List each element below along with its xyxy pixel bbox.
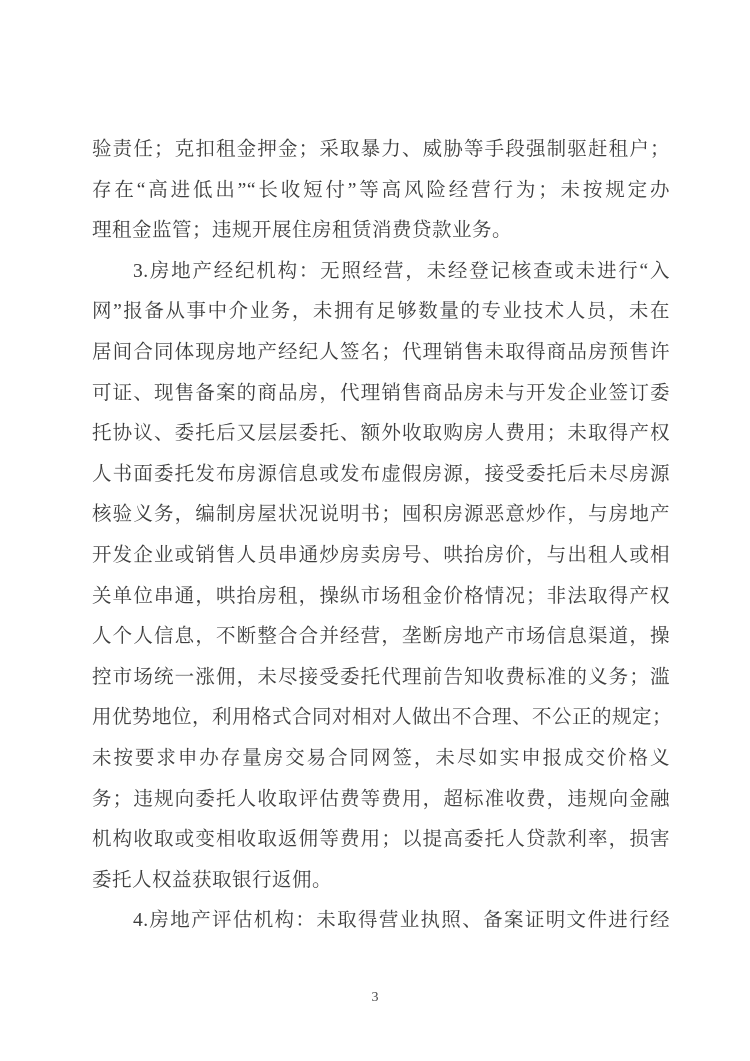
- text-line: 核验义务，编制房屋状况说明书；囤积房源恶意炒作，与房地产: [92, 504, 670, 526]
- text-line: 务；违规向委托人收取评估费等费用，超标准收费，违规向金融: [92, 788, 670, 810]
- text-line: 未按要求申办存量房交易合同网签，未尽如实申报成交价格义: [92, 747, 670, 769]
- text-line: 委托人权益获取银行返佣。: [92, 869, 333, 891]
- text-line: 用优势地位，利用格式合同对相对人做出不合理、不公正的规定；: [92, 707, 673, 729]
- body-text: [92, 130, 673, 942]
- text-line: 验责任；克扣租金押金；采取暴力、威胁等手段强制驱赶租户；: [92, 139, 670, 160]
- text-line: 存在“高进低出”“长收短付”等高风险经营行为；未按规定办: [92, 179, 670, 201]
- text-line: 网”报备从事中介业务，未拥有足够数量的专业技术人员，未在: [92, 301, 670, 323]
- text-line: 可证、现售备案的商品房，代理销售商品房未与开发企业签订委: [92, 382, 670, 404]
- page-number: 3: [371, 990, 379, 1005]
- text-line: 开发企业或销售人员串通炒房卖房号、哄抬房价，与出租人或相: [92, 544, 670, 566]
- text-line: 关单位串通，哄抬房租，操纵市场租金价格情况；非法取得产权: [92, 585, 670, 607]
- text-line: 4.房地产评估机构：未取得营业执照、备案证明文件进行经: [132, 910, 670, 932]
- text-line: 人书面委托发布房源信息或发布虚假房源，接受委托后未尽房源: [92, 463, 670, 485]
- text-line: 人个人信息，不断整合合并经营，垄断房地产市场信息渠道，操: [92, 626, 670, 648]
- text-line: 托协议、委托后又层层委托、额外收取购房人费用；未取得产权: [92, 423, 670, 445]
- text-line: 控市场统一涨佣，未尽接受委托代理前告知收费标准的义务；滥: [92, 666, 670, 688]
- text-line: 居间合同体现房地产经纪人签名；代理销售未取得商品房预售许: [92, 341, 670, 363]
- text-line: 机构收取或变相收取返佣等费用；以提高委托人贷款利率，损害: [92, 829, 670, 851]
- text-line: 理租金监管；违规开展住房租赁消费贷款业务。: [92, 220, 513, 242]
- text-line: 3.房地产经纪机构：无照经营，未经登记核查或未进行“入: [132, 260, 670, 282]
